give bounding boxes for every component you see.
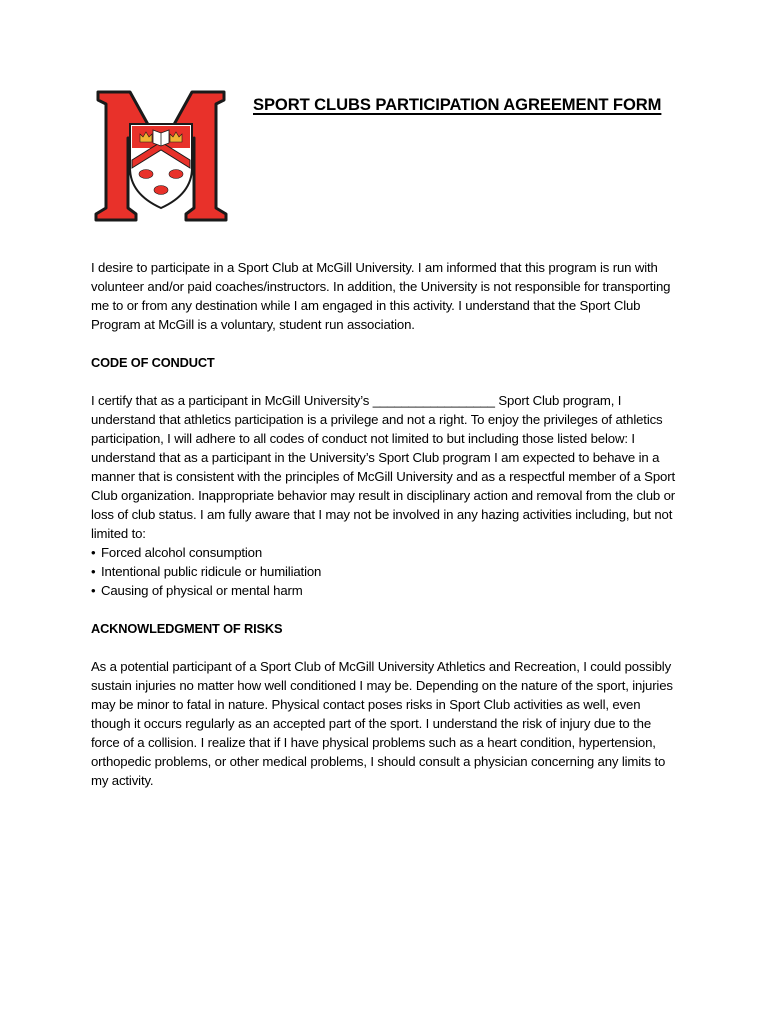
section-heading-code-of-conduct: CODE OF CONDUCT <box>91 355 215 370</box>
list-item: • Causing of physical or mental harm <box>91 581 681 600</box>
document-body <box>91 258 681 790</box>
list-item: • Forced alcohol consumption <box>91 543 681 562</box>
intro-paragraph: I desire to participate in a Sport Club at McGill University. I am informed that this program is run with volunteer and/or paid coaches/instructors. In addition, the University is not responsible for transporting me to or from any destination while I am engaged in this activity. I understand that the Sport Club Program at McGill is a voluntary, student run association. <box>91 260 671 332</box>
shield-crest-icon <box>130 124 192 208</box>
document-title: SPORT CLUBS PARTICIPATION AGREEMENT FORM <box>253 95 662 114</box>
list-item: • Intentional public ridicule or humiliation <box>91 562 681 581</box>
hazing-list <box>91 543 681 600</box>
risks-paragraph: As a potential participant of a Sport Club of McGill University Athletics and Recreation, I could possibly sustain injuries no matter how well conditioned I may be. Depending on the nature of the sport, injuries may be minor to fatal in nature. Physical contact poses risks in Sport Club activities as well, even though it occurs regularly as an accepted part of the sport. I understand the risk of injury due to the force of a collision. I realize that if I have physical problems such as a heart condition, hypertension, orthopedic problems, or other medical problems, I should consult a physician concerning any limits to my activity. <box>91 659 673 788</box>
section-heading-acknowledgment-of-risks: ACKNOWLEDGMENT OF RISKS <box>91 621 283 636</box>
mcgill-m-crest-logo <box>92 90 230 222</box>
code-of-conduct-paragraph: I certify that as a participant in McGill University’s _________________ Sport Club program, I understand that athletics participation is a privilege and not a right. To enjoy the privileges of athletics participation, I will adhere to all codes of conduct not limited to but including those listed below: I understand that as a participant in the University’s Sport Club program I am expected to behave in a manner that is consistent with the principles of McGill University and as a respectful member of a Sport Club organization. Inappropriate behavior may result in disciplinary action and removal from the club or loss of club status. I am fully aware that I may not be involved in any hazing activities including, but not limited to: <box>91 393 676 541</box>
